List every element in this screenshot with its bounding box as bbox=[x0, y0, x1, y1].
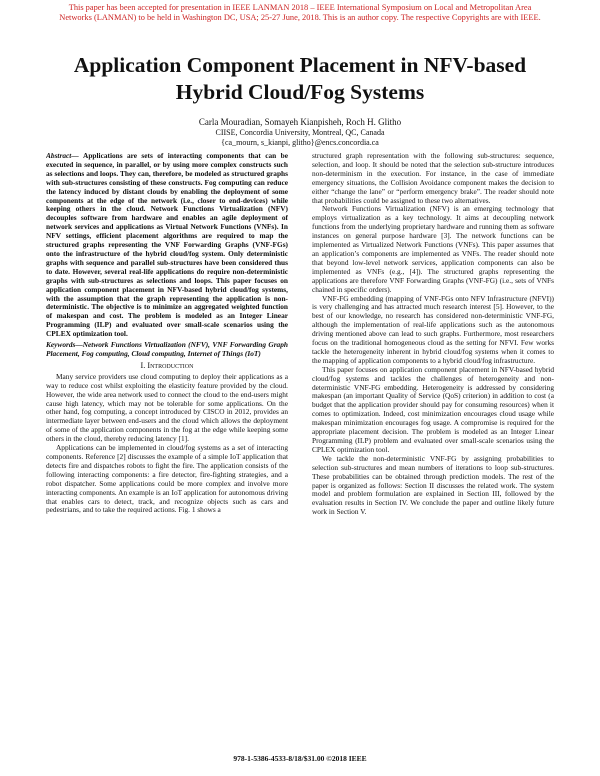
paragraph: structured graph representation with the following sub-structures: sequence, selection, and loop. It should be noted that the selection sub-structure introduces non-determinism in the execution. For instance, in the case of immediate emergency situations, the Collision Avoidance component makes the decision to either “change the lane” or “perform emergency brake”. The reader should note that probabilities could be assigned to these two alternatives. bbox=[312, 152, 554, 205]
abstract-text: Applications are sets of interacting components that can be executed in sequence, in parallel, or by using more complex constructs such as selections and loops. They can, therefore, be modeled as structured graphs with sub-structures consisting of these constructs. Fog computing can reduce the latency induced by distant clouds by enabling the deployment of some components at the edge of the network (i.e., closer to end-devices) while keeping others in the cloud. Network Functions Virtualization (NFV) decouples software from hardware and enables an agile deployment of network services and applications as Virtual Network Functions (VNFs). In NFV settings, efficient placement algorithms are required to map the structured graphs representing the VNF Forwarding Graphs (VNF-FGs) onto the infrastructure of the hybrid cloud/fog system. Only deterministic graphs with sequence and parallel sub-structures have been considered thus to date. However, several real-life applications do require non-deterministic graphs with sub-structures as selections and loops. This paper focuses on application component placement in NFV-based hybrid cloud/fog systems, with the assumption that the graph representing the application is non-deterministic. The objective is to minimize an aggregated weighted function of makespan and cost. The problem is modeled as an Integer Linear Programming (ILP) and evaluated over small-scale scenarios using the CPLEX optimization tool. bbox=[46, 152, 288, 339]
title-line-2: Hybrid Cloud/Fog Systems bbox=[175, 80, 425, 104]
copyright-footer: 978-1-5386-4533-8/18/$31.00 ©2018 IEEE bbox=[233, 754, 367, 763]
left-column bbox=[46, 152, 288, 740]
banner-line-2: Networks (LANMAN) to be held in Washington DC, USA; 25-27 June, 2018. This is an author copy. The respective Copyrights are with IEEE. bbox=[59, 13, 541, 22]
abstract-label: Abstract bbox=[46, 152, 72, 160]
acceptance-banner bbox=[14, 3, 586, 23]
author-affiliation: CIISE, Concordia University, Montreal, QC, Canada bbox=[215, 128, 385, 137]
section-number: I. bbox=[140, 360, 146, 370]
abstract-dash: — bbox=[71, 152, 84, 160]
paper-title bbox=[20, 52, 580, 106]
paragraph: Many service providers use cloud computing to deploy their applications as a way to reduce cost whilst exploiting the elasticity feature provided by the cloud. However, the wide area network used to connect the cloud to the end-users might cause high latency, which may not be tolerable for some applications. On the other hand, fog computing, a concept introduced by CISCO in 2012, provides an intermediate layer between end-users and the cloud which allows the deployment of some of the application components in the fog at the edge while keeping some others in the cloud, thereby reducing latency [1]. bbox=[46, 371, 288, 444]
paragraph: VNF-FG embedding (mapping of VNF-FGs onto NFV Infrastructure (NFVI)) is very challenging and has attracted much research interest [5]. However, to the best of our knowledge, no research has considered non-deterministic VNF-FG, although the implementation of real-life applications such as the autonomous driving mentioned above can lead to such graphs. Furthermore, most researchers focus on the traditional homogeneous cloud as the setting for NFVI. Few works tackle the heterogeneity inherent in hybrid cloud/fog systems when it comes to the mapping of application components to a hybrid cloud/fog infrastructure. bbox=[312, 293, 554, 365]
section-title: Introduction bbox=[147, 360, 194, 370]
author-names: Carla Mouradian, Somayeh Kianpisheh, Roch H. Glitho bbox=[198, 117, 402, 127]
paragraph: We tackle the non-deterministic VNF-FG by assigning probabilities to selection sub-structures and mean numbers of iterations to loop sub-structures. These probabilities can be obtained through prediction models. The rest of the paper is organized as follows: Section II discusses the related work. The system model and problem formulation are explained in Section III, followed by the evaluation results in Section IV. We conclude the paper and outline likely future work in Section V. bbox=[312, 453, 554, 517]
banner-line-1: This paper has been accepted for presentation in IEEE LANMAN 2018 – IEEE International Symposium on Local and Metropolitan Area bbox=[68, 3, 532, 12]
title-line-1: Application Component Placement in NFV-based bbox=[73, 53, 527, 77]
keywords bbox=[46, 341, 288, 359]
author-emails: {ca_mourn, s_kianpi, glitho}@encs.concordia.ca bbox=[221, 137, 379, 147]
author-block bbox=[20, 117, 580, 147]
keywords-text: —Network Functions Virtualization (NFV), VNF Forwarding Graph Placement, Fog computing, Cloud computing, Internet of Things (IoT) bbox=[46, 340, 288, 358]
paragraph: Network Functions Virtualization (NFV) is an emerging technology that employs virtualization as a key technology. It aims at decoupling network functions from the underlying proprietary hardware and running them as software instances on general purpose hardware [3]. The network functions can be implemented as Virtualized Network Functions (VNFs). This paper assumes that an application’s components are implemented as VNFs. The reader should note that beyond low-level network services, application components can also be implemented as VNFs (e.g., [4]). The structured graphs representing the applications are therefore VNF Forwarding Graphs (VNF-FG) (i.e., sets of VNFs chained in specific orders). bbox=[312, 204, 554, 294]
right-column bbox=[312, 152, 554, 747]
paragraph: Applications can be implemented in cloud/fog systems as a set of interacting components. Reference [2] discusses the example of a simple IoT application that detects fire and dispatches robots to fight the fire. The application consists of the following interacting components: a fire detector, fire-fighting strategies, and a robot dispatcher. Some applications could be more complex and involve more interacting components. An example is an IoT application for autonomous driving that enables cars to detect, track, and recognize objects such as cars and pedestrians, and to take the required actions. Fig. 1 shows a bbox=[46, 443, 288, 515]
paragraph: This paper focuses on application component placement in NFV-based hybrid cloud/fog systems and tackles the challenges of heterogeneity and non-deterministic VNF-FG embedding. Heterogeneity is addressed by considering makespan (an important Quality of Service (QoS) criterion) in addition to cost (a budget that the application provider should pay for consuming resources) when it comes to optimization. Indeed, cost minimization encourages cloud usage while makespan minimization encourages fog usage. A compromise is required for the appropriate placement decision. The problem is modeled as an Integer Linear Programming (ILP) problem and evaluated over small-scale scenarios using the CPLEX optimization tool. bbox=[312, 364, 554, 454]
section-heading-introduction bbox=[46, 360, 288, 371]
keywords-label: Keywords bbox=[46, 340, 76, 350]
abstract bbox=[46, 152, 288, 339]
